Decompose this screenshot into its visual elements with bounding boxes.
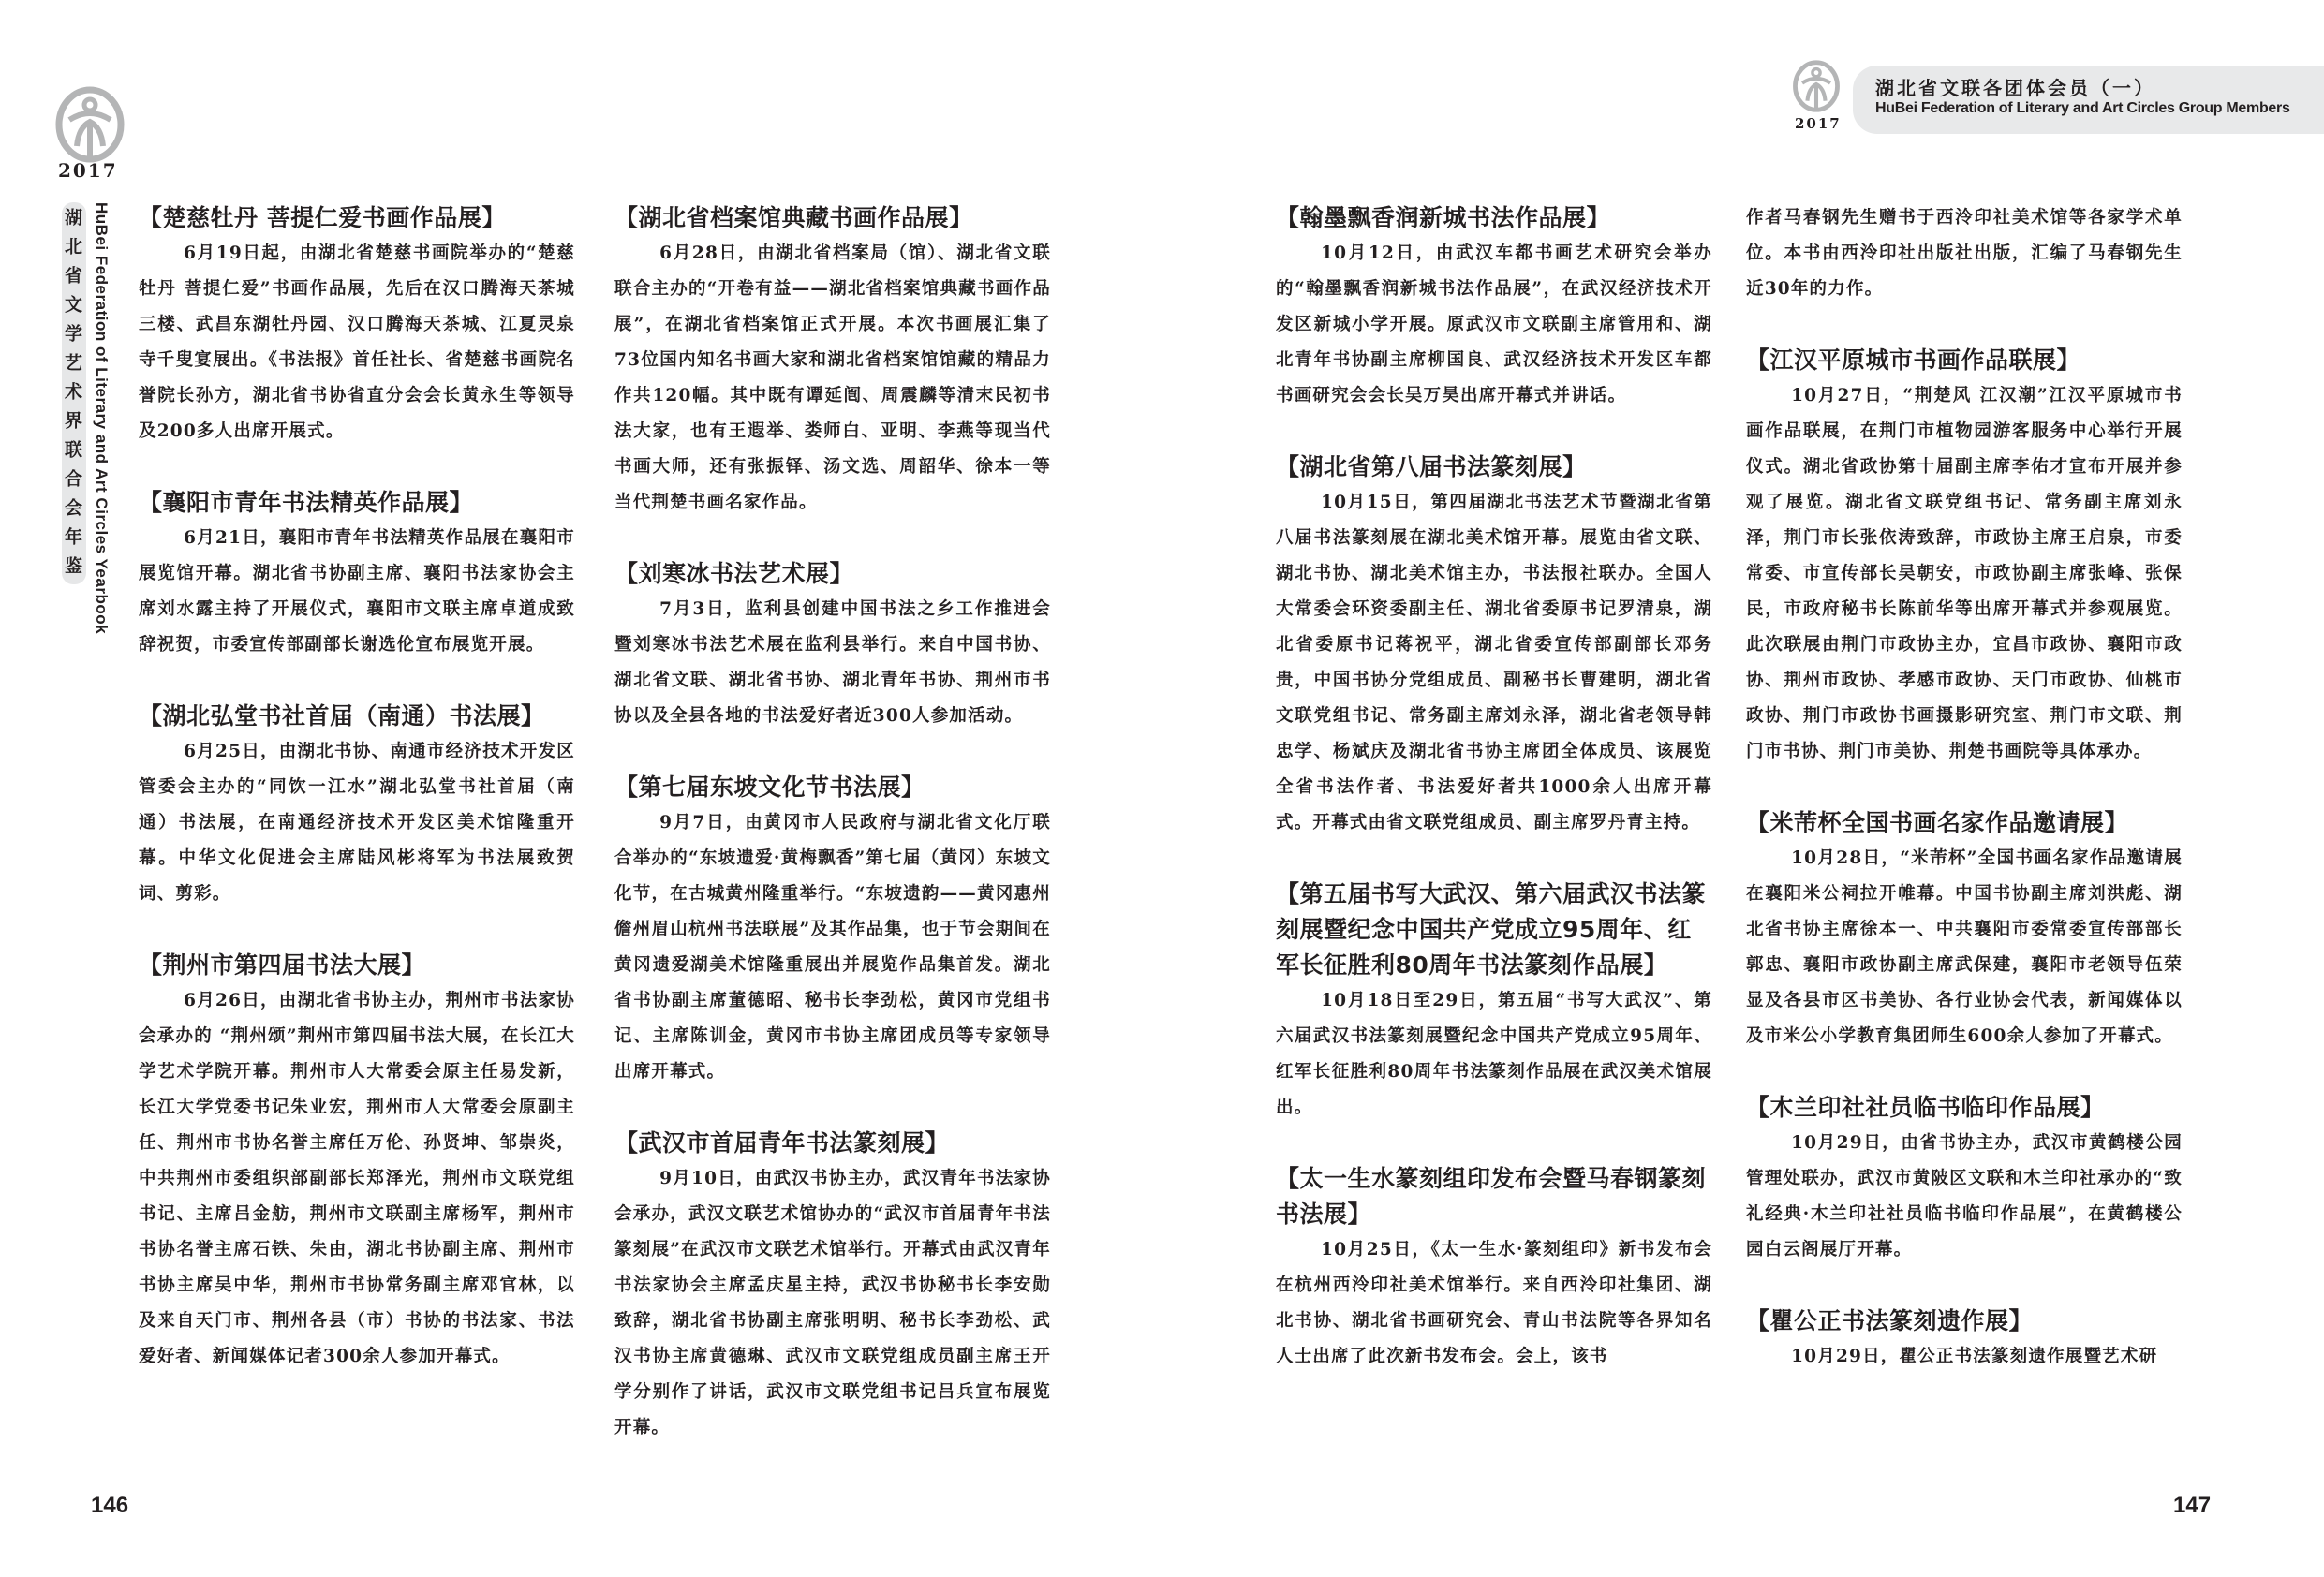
running-header-title-cn: 湖北省文联各团体会员（一） [1875,77,2155,99]
left-column-1 [139,200,575,1410]
right-column-2 [1746,200,2183,1410]
article-body: 10月29日，瞿公正书法篆刻遗作展暨艺术研 [1791,1347,2158,1366]
article-body: 6月21日，襄阳市青年书法精英作品展在襄阳市展览馆开幕。湖北省书协副主席、襄阳书法家协会主席刘水露主持了开展仪式，襄阳市文联主席卓道成致辞祝贺，市委宣传部副部长谢选伦宣布展览开展。 [139,528,575,655]
article-body: 6月25日，由湖北书协、南通市经济技术开发区管委会主办的“同饮一江水”湖北弘堂书社首届（南通）书法展，在南通经济技术开发区美术馆隆重开幕。中华文化促进会主席陆风彬将军为书法展致贺词、剪彩。 [139,742,575,904]
article-heading: 【瞿公正书法篆刻遗作展】 [1746,1307,2034,1334]
article [1746,1304,2183,1375]
article [614,200,1051,521]
article-heading: 【湖北弘堂书社首届（南通）书法展】 [139,702,545,730]
page-number-left: 146 [91,1493,129,1518]
left-column-2 [614,200,1051,1481]
article-body: 10月18日至29日，第五届“书写大武汉”、第六届武汉书法篆刻展暨纪念中国共产党成立95周年、红军长征胜利80周年书法篆刻作品展在武汉美术馆展出。 [1276,991,1712,1117]
article [139,200,575,450]
article-body: 9月10日，由武汉书协主办，武汉青年书法家协会承办，武汉文联艺术馆协办的“武汉市首届青年书法篆刻展”在武汉市文联艺术馆举行。开幕式由武汉青年书法家协会主席孟庆星主持，武汉书协秘书长李安勋致辞，湖北省书协副主席张明明、秘书长李劲松、武汉书协主席黄德琳、武汉市文联党组成员副主席王开学分别作了讲话，武汉市文联党组书记吕兵宣布展览开幕。 [614,1169,1051,1437]
article-heading: 【江汉平原城市书画作品联展】 [1746,346,2081,374]
article-body: 10月29日，由省书协主办，武汉市黄鹤楼公园管理处联办，武汉市黄陂区文联和木兰印社承办的“致礼经典·木兰印社社员临书临印作品展”，在黄鹤楼公园白云阁展厅开幕。 [1746,1133,2183,1260]
article [1746,805,2183,1054]
article-body: 9月7日，由黄冈市人民政府与湖北省文化厅联合举办的“东坡遗爱·黄梅飘香”第七届（黄冈）东坡文化节，在古城黄州隆重举行。“东坡遗韵——黄冈惠州儋州眉山杭州书法联展”及其作品集，也于节会期间在黄冈遗爱湖美术馆隆重展出并展览作品集首发。湖北省书协副主席董德昭、秘书长李劲松，黄冈市党组书记、主席陈训金，黄冈市书协主席团成员等专家领导出席开幕式。 [614,813,1051,1082]
article [1276,1161,1712,1375]
article [139,948,575,1375]
article-heading: 【楚慈牡丹 菩提仁爱书画作品展】 [139,204,506,231]
article-body: 10月15日，第四届湖北书法艺术节暨湖北省第八届书法篆刻展在湖北美术馆开幕。展览由省文联、湖北书协、湖北美术馆主办，书法报社联办。全国人大常委会环资委副主任、湖北省委原书记罗清泉，湖北省委原书记蒋祝平，湖北省委宣传部副部长邓务贵，中国书协分党组成员、副秘书长曹建明，湖北省文联党组书记、常务副主席刘永泽，湖北省老领导韩忠学、杨斌庆及湖北省书协主席团全体成员、该展览全省书法作者、书法爱好者共1000余人出席开幕式。开幕式由省文联党组成员、副主席罗丹青主持。 [1276,493,1712,833]
article-heading: 【襄阳市青年书法精英作品展】 [139,489,474,516]
article [1746,343,2183,770]
article [614,556,1051,734]
running-header-title-en: HuBei Federation of Literary and Art Circles Group Members [1875,100,2290,116]
article-heading: 【太一生水篆刻组印发布会暨马春钢篆刻书法展】 [1276,1165,1707,1228]
article-body: 作者马春钢先生赠书于西泠印社美术馆等各家学术单位。本书由西泠印社出版社出版，汇编了马春钢先生近30年的力作。 [1746,208,2183,299]
article-body: 6月28日，由湖北省档案局（馆）、湖北省文联联合主办的“开卷有益——湖北省档案馆典藏书画作品展”，在湖北省档案馆正式开展。本次书画展汇集了73位国内知名书画大家和湖北省档案馆馆藏的精品力作共120幅。其中既有谭延闿、周震麟等清末民初书法大家，也有王遐举、娄师白、亚明、李燕等现当代书画大师，还有张振铎、汤文选、周韶华、徐本一等当代荆楚书画名家作品。 [614,243,1051,512]
year-label: 2017 [58,159,118,182]
right-column-1 [1276,200,1712,1410]
article [1746,1090,2183,1268]
article [139,699,575,912]
article-body: 10月25日，《太一生水·篆刻组印》新书发布会在杭州西泠印社美术馆举行。来自西泠印社集团、湖北书协、湖北省书画研究会、青山书法院等各界知名人士出席了此次新书发布会。会上，该书 [1276,1240,1712,1366]
article [614,770,1051,1090]
side-title-cn: 湖北省文学艺术界联合会年鉴 [62,208,82,585]
article [1276,877,1712,1126]
year-label: 2017 [1795,115,1842,132]
article-heading: 【米芾杯全国书画名家作品邀请展】 [1746,809,2129,836]
article [1276,200,1712,414]
article-body: 6月26日，由湖北省书协主办，荆州市书法家协会承办的 “荆州颂”荆州市第四届书法大展，在长江大学艺术学院开幕。荆州市人大常委会原主任易发新，长江大学党委书记朱业宏，荆州市人大常委会原副主任、荆州市书协名誉主席任万伦、孙贤坤、邹崇炎，中共荆州市委组织部副部长郑泽光，荆州市文联党组书记、主席吕金舫，荆州市文联副主席杨军，荆州市书协名誉主席石铁、朱由，湖北书协副主席、荆州市书协主席吴中华，荆州市书协常务副主席邓官林，以及来自天门市、荆州各县（市）书协的书法家、书法爱好者、新闻媒体记者300余人参加开幕式。 [139,991,575,1366]
side-title-en: HuBei Federation of Literary and Art Circles Yearbook [93,202,111,635]
article-heading: 【第五届书写大武汉、第六届武汉书法篆刻展暨纪念中国共产党成立95周年、红军长征胜利80周年书法篆刻作品展】 [1276,880,1707,979]
article-body: 10月27日，“荆楚风 江汉潮”江汉平原城市书画作品联展，在荆门市植物园游客服务中心举行开展仪式。湖北省政协第十届副主席李佑才宣布开展并参观了展览。湖北省文联党组书记、常务副主席刘永泽，荆门市长张依涛致辞，市政协主席王启泉，市委常委、市宣传部长吴朝安，市政协副主席张峰、张保民，市政府秘书长陈前华等出席开幕式并参观展览。此次联展由荆门市政协主办，宜昌市政协、襄阳市政协、荆州市政协、孝感市政协、天门市政协、仙桃市政协、荆门市政协书画摄影研究室、荆门市文联、荆门市书协、荆门市美协、荆楚书画院等具体承办。 [1746,386,2183,761]
article [614,1126,1051,1446]
article-heading: 【刘寒冰书法艺术展】 [614,560,854,587]
yearbook-logo-icon [1792,60,1841,112]
article-body: 10月28日，“米芾杯”全国书画名家作品邀请展在襄阳米公祠拉开帷幕。中国书协副主席刘洪彪、湖北省书协主席徐本一、中共襄阳市委常委宣传部部长郭忠、襄阳市政协副主席武保建，襄阳市老领导伍荣显及各县市区书美协、各行业协会代表，新闻媒体以及市米公小学教育集团师生600余人参加了开幕式。 [1746,848,2183,1046]
article-heading: 【湖北省第八届书法篆刻展】 [1276,453,1587,480]
yearbook-logo-icon [54,86,126,163]
article-continued [1746,200,2183,307]
article-heading: 【荆州市第四届书法大展】 [139,951,426,979]
article-body: 10月12日，由武汉车都书画艺术研究会举办的“翰墨飘香润新城书法作品展”，在武汉经济技术开发区新城小学开展。原武汉市文联副主席管用和、湖北青年书协副主席柳国良、武汉经济技术开发区车都书画研究会会长吴万昊出席开幕式并讲话。 [1276,243,1712,405]
article-body: 6月19日起，由湖北省楚慈书画院举办的“楚慈牡丹 菩提仁爱”书画作品展，先后在汉口腾海天茶城三楼、武昌东湖牡丹园、汉口腾海天茶城、江夏灵泉寺千叟宴展出。《书法报》首任社长、省楚慈书画院名誉院长孙方，湖北省书协省直分会会长黄永生等领导及200多人出席开展式。 [139,243,575,441]
article-heading: 【翰墨飘香润新城书法作品展】 [1276,204,1611,231]
article-heading: 【湖北省档案馆典藏书画作品展】 [614,204,973,231]
article [1276,450,1712,841]
article-heading: 【第七届东坡文化节书法展】 [614,774,925,801]
article [139,485,575,663]
article-heading: 【木兰印社社员临书临印作品展】 [1746,1094,2105,1121]
page-number-right: 147 [2173,1493,2212,1518]
article-body: 7月3日，监利县创建中国书法之乡工作推进会暨刘寒冰书法艺术展在监利县举行。来自中国书协、湖北省文联、湖北省书协、湖北青年书协、荆州市书协以及全县各地的书法爱好者近300人参加活动。 [614,599,1051,726]
article-heading: 【武汉市首届青年书法篆刻展】 [614,1129,950,1157]
